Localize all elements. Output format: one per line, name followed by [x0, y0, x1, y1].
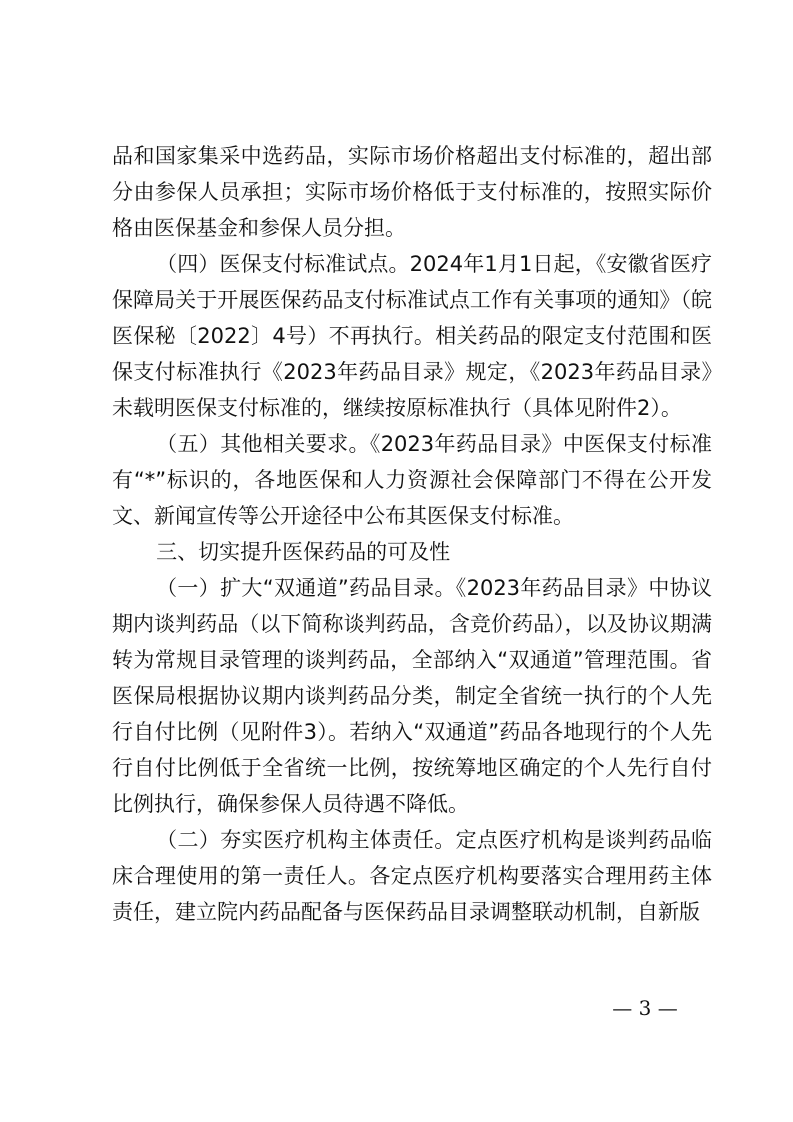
document-body [112, 138, 712, 930]
paragraph-payment-standard-pilot: （四）医保支付标准试点。2024年1月1日起，《安徽省医疗保障局关于开展医保药品支付标准试点工作有关事项的通知》（皖医保秘〔2022〕4号）不再执行。相关药品的限定支付范围和医保支付标准执行《2023年药品目录》规定，《2023年药品目录》未载明医保支付标准的，继续按原标准执行（具体见附件2）。 [112, 252, 712, 420]
section-heading-accessibility: 三、切实提升医保药品的可及性 [156, 540, 451, 564]
page-number: — 3 — [612, 996, 678, 1020]
paragraph-medical-institution-responsibility: （二）夯实医疗机构主体责任。定点医疗机构是谈判药品临床合理使用的第一责任人。各定点医疗机构要落实合理用药主体责任，建立院内药品配备与医保药品目录调整联动机制，自新版 [112, 828, 712, 924]
paragraph-other-requirements: （五）其他相关要求。《2023年药品目录》中医保支付标准有“*”标识的，各地医保和人力资源社会保障部门不得在公开发文、新闻宣传等公开途径中公布其医保支付标准。 [112, 432, 712, 528]
paragraph-continuation: 品和国家集采中选药品，实际市场价格超出支付标准的，超出部分由参保人员承担；实际市场价格低于支付标准的，按照实际价格由医保基金和参保人员分担。 [112, 144, 712, 240]
paragraph-dual-channel-catalog: （一）扩大“双通道”药品目录。《2023年药品目录》中协议期内谈判药品（以下简称谈判药品，含竞价药品），以及协议期满转为常规目录管理的谈判药品，全部纳入“双通道”管理范围。省医保局根据协议期内谈判药品分类，制定全省统一执行的个人先行自付比例（见附件3）。若纳入“双通道”药品各地现行的个人先行自付比例低于全省统一比例，按统筹地区确定的个人先行自付比例执行，确保参保人员待遇不降低。 [112, 576, 712, 816]
